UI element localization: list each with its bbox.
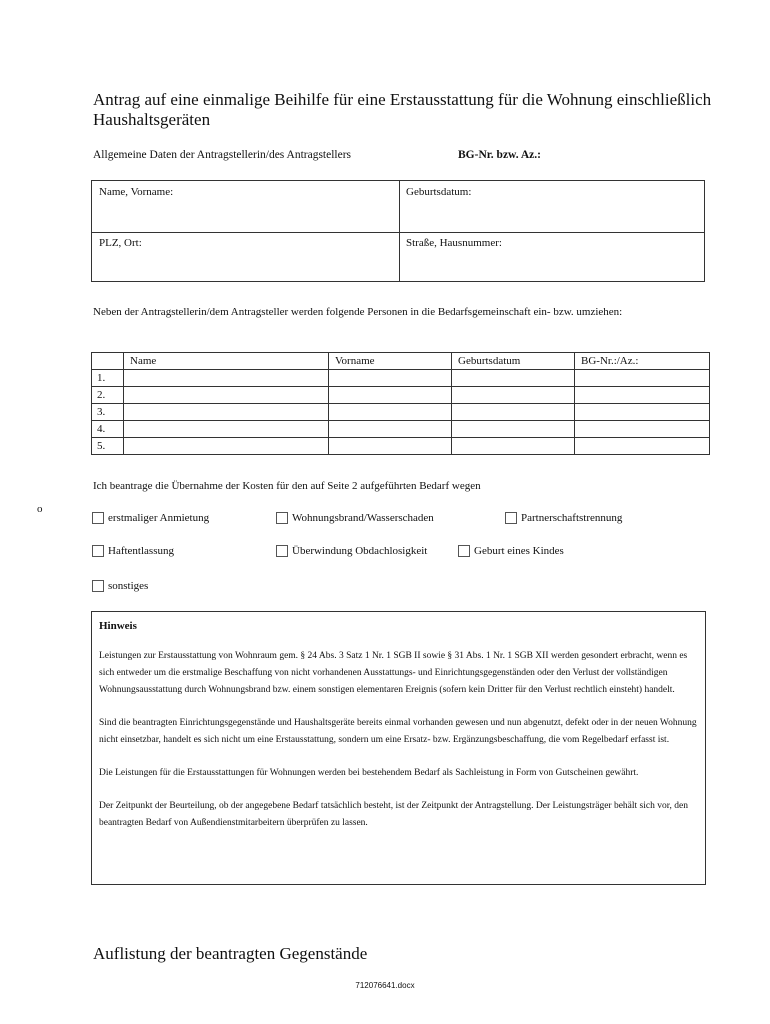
reason-checkbox-other[interactable] bbox=[92, 580, 148, 592]
footer-filename: 712076641.docx bbox=[355, 981, 415, 990]
bg-number-cell[interactable] bbox=[575, 387, 710, 404]
general-data-label: Allgemeine Daten der Antragstellerin/des Antragstellers bbox=[93, 149, 352, 161]
row-number: 3. bbox=[92, 404, 124, 421]
reason-checkbox-first-rental[interactable] bbox=[92, 512, 209, 524]
name-cell[interactable] bbox=[124, 387, 329, 404]
birthdate-cell[interactable] bbox=[452, 421, 575, 438]
column-header: Vorname bbox=[329, 353, 452, 370]
checkbox-label: Geburt eines Kindes bbox=[474, 545, 564, 557]
divider bbox=[399, 181, 400, 281]
table-row bbox=[92, 370, 710, 387]
firstname-cell[interactable] bbox=[329, 404, 452, 421]
table-header-row bbox=[92, 353, 710, 370]
checkbox-label: Wohnungsbrand/Wasserschaden bbox=[292, 512, 434, 524]
checkbox-label: Haftentlassung bbox=[108, 545, 174, 557]
bg-number-cell[interactable] bbox=[575, 370, 710, 387]
table-row bbox=[92, 421, 710, 438]
column-header: Geburtsdatum bbox=[452, 353, 575, 370]
row-number: 1. bbox=[92, 370, 124, 387]
hint-box bbox=[91, 611, 706, 885]
checkbox-label: erstmaliger Anmietung bbox=[108, 512, 210, 524]
reason-checkbox-homelessness[interactable] bbox=[276, 545, 427, 557]
bg-number-label: BG-Nr. bzw. Az.: bbox=[458, 149, 541, 161]
row-number: 2. bbox=[92, 387, 124, 404]
reason-checkbox-fire-water[interactable] bbox=[276, 512, 434, 524]
firstname-cell[interactable] bbox=[329, 370, 452, 387]
name-cell[interactable] bbox=[124, 421, 329, 438]
reason-checkbox-birth[interactable] bbox=[458, 545, 564, 557]
hint-paragraph: Der Zeitpunkt der Beurteilung, ob der angegebene Bedarf tatsächlich besteht, ist der Zeitpunkt der Antragstellung. Der Leistungsträger behält sich vor, den beantragten Bedarf von Außendienstmitarbeitern überprüfen zu lassen. bbox=[99, 801, 688, 828]
apply-text: Ich beantrage die Übernahme der Kosten für den auf Seite 2 aufgeführten Bedarf wegen bbox=[93, 480, 481, 492]
hint-paragraph: Sind die beantragten Einrichtungsgegenstände und Haushaltsgeräte bereits einmal vorhanden gewesen und nun abgenutzt, defekt oder in der neuen Wohnung nicht einsetzbar, handelt es sich nicht um eine Erstausstattung, sondern um eine Ersatz- bzw. Ergänzungsbeschaffung, die vom Regelbedarf erfasst ist. bbox=[99, 718, 697, 745]
row-number: 4. bbox=[92, 421, 124, 438]
hint-paragraph: Leistungen zur Erstausstattung von Wohnraum gem. § 24 Abs. 3 Satz 1 Nr. 1 SGB II sowie § 31 Abs. 1 Nr. 1 SGB XII werden gesondert erbracht, wenn es sich entweder um die erstmalige Beschaffung von nicht vorhandenen Ausstattungs- und Einrichtungsgegenständen oder den Verlust der vollständigen Wohnungsausstattung durch Wohnungsbrand bzw. einem sonstigen elementaren Ereignis (sofern kein Dritter für den Verlust rechtlich einsteht) handelt. bbox=[99, 651, 688, 695]
column-header: BG-Nr.:/Az.: bbox=[575, 353, 710, 370]
checkbox-label: sonstiges bbox=[108, 580, 149, 592]
bg-number-cell[interactable] bbox=[575, 438, 710, 455]
bg-number-cell[interactable] bbox=[575, 421, 710, 438]
bg-number-cell[interactable] bbox=[575, 404, 710, 421]
items-list-heading: Auflistung der beantragten Gegenstände bbox=[93, 944, 368, 963]
firstname-cell[interactable] bbox=[329, 438, 452, 455]
birthdate-cell[interactable] bbox=[452, 370, 575, 387]
checkbox-icon[interactable] bbox=[276, 512, 288, 524]
street-field[interactable]: Straße, Hausnummer: bbox=[406, 237, 502, 249]
persons-intro: Neben der Antragstellerin/dem Antragsteller werden folgende Personen in die Bedarfsgemeinschaft ein- bzw. umziehen: bbox=[93, 306, 623, 318]
zip-city-field[interactable]: PLZ, Ort: bbox=[99, 237, 142, 249]
birthdate-cell[interactable] bbox=[452, 404, 575, 421]
birthdate-field[interactable]: Geburtsdatum: bbox=[406, 186, 472, 198]
row-number: 5. bbox=[92, 438, 124, 455]
column-header: Name bbox=[124, 353, 329, 370]
checkbox-icon[interactable] bbox=[505, 512, 517, 524]
stray-character: o bbox=[37, 503, 43, 515]
checkbox-icon[interactable] bbox=[92, 545, 104, 557]
birthdate-cell[interactable] bbox=[452, 438, 575, 455]
hint-title: Hinweis bbox=[99, 620, 137, 632]
table-row bbox=[92, 404, 710, 421]
name-cell[interactable] bbox=[124, 370, 329, 387]
name-cell[interactable] bbox=[124, 404, 329, 421]
name-field[interactable]: Name, Vorname: bbox=[99, 186, 174, 198]
checkbox-icon[interactable] bbox=[458, 545, 470, 557]
checkbox-icon[interactable] bbox=[276, 545, 288, 557]
checkbox-icon[interactable] bbox=[92, 580, 104, 592]
divider bbox=[92, 232, 704, 233]
birthdate-cell[interactable] bbox=[452, 387, 575, 404]
name-cell[interactable] bbox=[124, 438, 329, 455]
applicant-data-box bbox=[91, 180, 705, 282]
reason-checkbox-prison-release[interactable] bbox=[92, 545, 174, 557]
checkbox-label: Überwindung Obdachlosigkeit bbox=[292, 545, 428, 557]
persons-table bbox=[91, 352, 710, 455]
checkbox-icon[interactable] bbox=[92, 512, 104, 524]
table-row bbox=[92, 387, 710, 404]
reason-checkbox-separation[interactable] bbox=[505, 512, 622, 524]
firstname-cell[interactable] bbox=[329, 387, 452, 404]
checkbox-label: Partnerschaftstrennung bbox=[521, 512, 623, 524]
page-title: Antrag auf eine einmalige Beihilfe für eine Erstausstattung für die Wohnung einschließlich Haushaltsgeräten bbox=[93, 90, 712, 129]
firstname-cell[interactable] bbox=[329, 421, 452, 438]
column-header bbox=[92, 353, 124, 370]
table-row bbox=[92, 438, 710, 455]
hint-paragraph: Die Leistungen für die Erstausstattungen für Wohnungen werden bei bestehendem Bedarf als Sachleistung in Form von Gutscheinen gewährt. bbox=[99, 768, 639, 778]
